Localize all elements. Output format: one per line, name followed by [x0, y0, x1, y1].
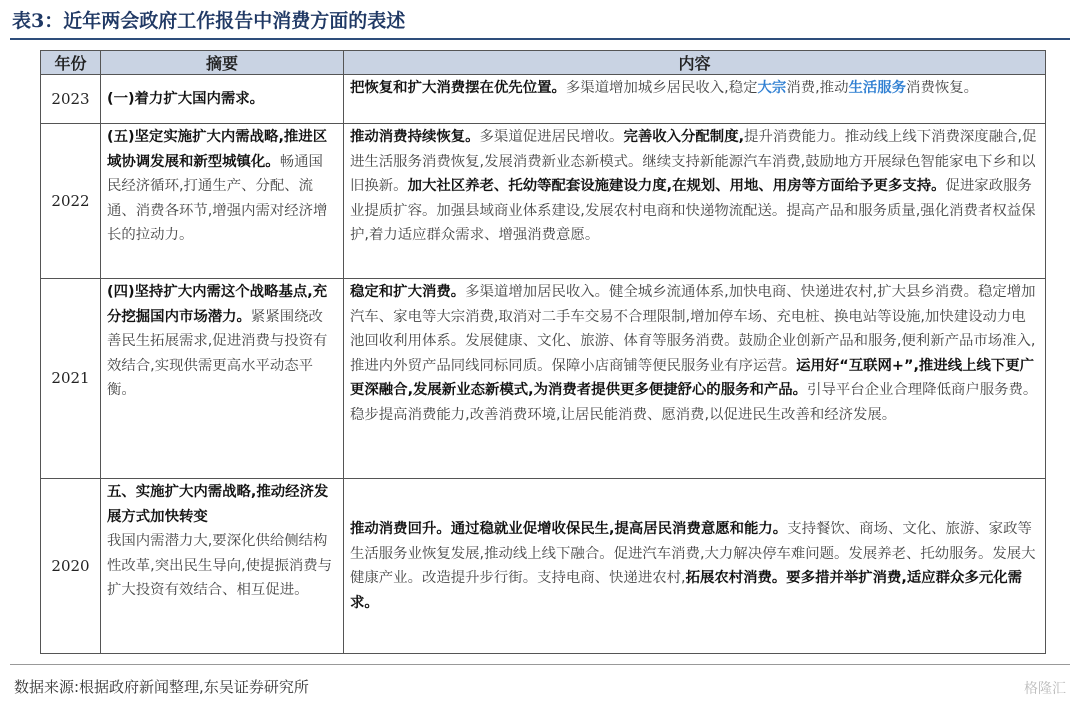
summary-text: 紧紧围绕改善民生拓展需求,促进消费与投资有效结合,实现供需更高水平动态平衡。: [107, 308, 328, 398]
content-segment: 支持餐饮、商场、文化、旅游、家政等生活服务业恢复发展,推动线上线下融合。促进汽车消费,大力解决停车难问题。发展养老、托幼服务。发展大健康产业。改造提升步行街。支持电商、快递进农村,: [350, 521, 1036, 586]
summary-text: 我国内需潜力大,要深化供给侧结构性改革,突出民生导向,使提振消费与扩大投资有效结合、相互促进。: [107, 533, 333, 598]
content-segment: 提升消费能力。推动线上线下消费深度融合,促进生活服务消费恢复,发展消费新业态新模式。继续支持新能源汽车消费,鼓励地方开展绿色智能家电下乡和以旧换新。: [350, 129, 1037, 194]
content-segment: 大宗: [757, 80, 787, 96]
year-cell: 2022: [41, 124, 101, 279]
content-segment: 加大社区养老、托幼等配套设施建设力度,在规划、用地、用房等方面给予更多支持。: [407, 178, 946, 194]
summary-bold: (五)坚定实施扩大内需战略,推进区域协调发展和新型城镇化。: [107, 129, 328, 170]
year-cell: 2023: [41, 75, 101, 124]
table-row: [41, 479, 1046, 654]
content-segment: 多渠道增加居民收入。健全城乡流通体系,加快电商、快递进农村,扩大县乡消费。稳定增加汽车、家电等大宗消费,取消对二手车交易不合理限制,增加停车场、充电桩、换电站等设施,加快建设动力电池回收利用体系。发展健康、文化、旅游、体育等服务消费。鼓励企业创新产品和服务,便利新产品市场准入,推进内外贸产品同线同标同质。保障小店商铺等便民服务业有序运营。: [350, 284, 1036, 374]
title-divider: [10, 38, 1070, 40]
content-segment: 多渠道促进居民增收。: [479, 129, 624, 145]
content-cell: [344, 279, 1046, 479]
footer-divider: [10, 664, 1070, 665]
summary-cell: [101, 279, 344, 479]
summary-cell: [101, 124, 344, 279]
content-cell: [344, 75, 1046, 124]
header-year: 年份: [41, 51, 101, 75]
content-segment: 消费,推动: [786, 80, 849, 96]
content-segment: 生活服务: [848, 80, 907, 96]
table-row: [41, 75, 1046, 124]
header-summary: 摘要: [101, 51, 344, 75]
summary-bold: (四)坚持扩大内需这个战略基点,充分挖掘国内市场潜力。: [107, 284, 328, 325]
content-segment: 推动消费持续恢复。: [350, 129, 480, 145]
summary-cell: [101, 479, 344, 654]
content-segment: 稳定和扩大消费。: [350, 284, 466, 300]
summary-text: 畅通国民经济循环,打通生产、分配、流通、消费各环节,增强内需对经济增长的拉动力。: [107, 153, 328, 243]
content-segment: 消费恢复。: [906, 80, 979, 96]
content-segment: 推动消费回升。通过稳就业促增收保民生,提高居民消费意愿和能力。: [350, 521, 788, 537]
content-segment: 引导平台企业合理降低商户服务费。稳步提高消费能力,改善消费环境,让居民能消费、愿消费,以促进民生改善和经济发展。: [350, 382, 1038, 423]
content-segment: 把恢复和扩大消费摆在优先位置。: [350, 80, 566, 96]
summary-bold: 五、实施扩大内需战略,推动经济发展方式加快转变: [107, 484, 329, 525]
content-segment: 促进家政服务业提质扩容。加强县域商业体系建设,发展农村电商和快递物流配送。提高产品和服务质量,强化消费者权益保护,着力适应群众需求、增强消费意愿。: [350, 178, 1036, 243]
content-segment: 运用好“互联网+”,推进线上线下更广更深融合,发展新业态新模式,为消费者提供更多便捷舒心的服务和产品。: [350, 357, 1035, 398]
summary-cell: [101, 75, 344, 124]
content-segment: 完善收入分配制度,: [623, 129, 745, 145]
table-title: 表3：近年两会政府工作报告中消费方面的表述: [12, 10, 406, 32]
summary-bold: (一)着力扩大国内需求。: [107, 90, 265, 107]
header-content: 内容: [344, 51, 1046, 75]
year-cell: 2020: [41, 479, 101, 654]
content-cell: [344, 479, 1046, 654]
content-cell: [344, 124, 1046, 279]
table-row: [41, 279, 1046, 479]
policy-table: [40, 50, 1046, 654]
year-cell: 2021: [41, 279, 101, 479]
data-source-note: 数据来源:根据政府新闻整理,东吴证券研究所: [14, 678, 309, 696]
table-row: [41, 124, 1046, 279]
content-segment: 多渠道增加城乡居民收入,稳定: [565, 80, 758, 96]
content-segment: 拓展农村消费。要多措并举扩消费,适应群众多元化需求。: [350, 570, 1023, 611]
table-header-row: [41, 51, 1046, 75]
watermark-logo: 格隆汇: [1024, 681, 1066, 697]
